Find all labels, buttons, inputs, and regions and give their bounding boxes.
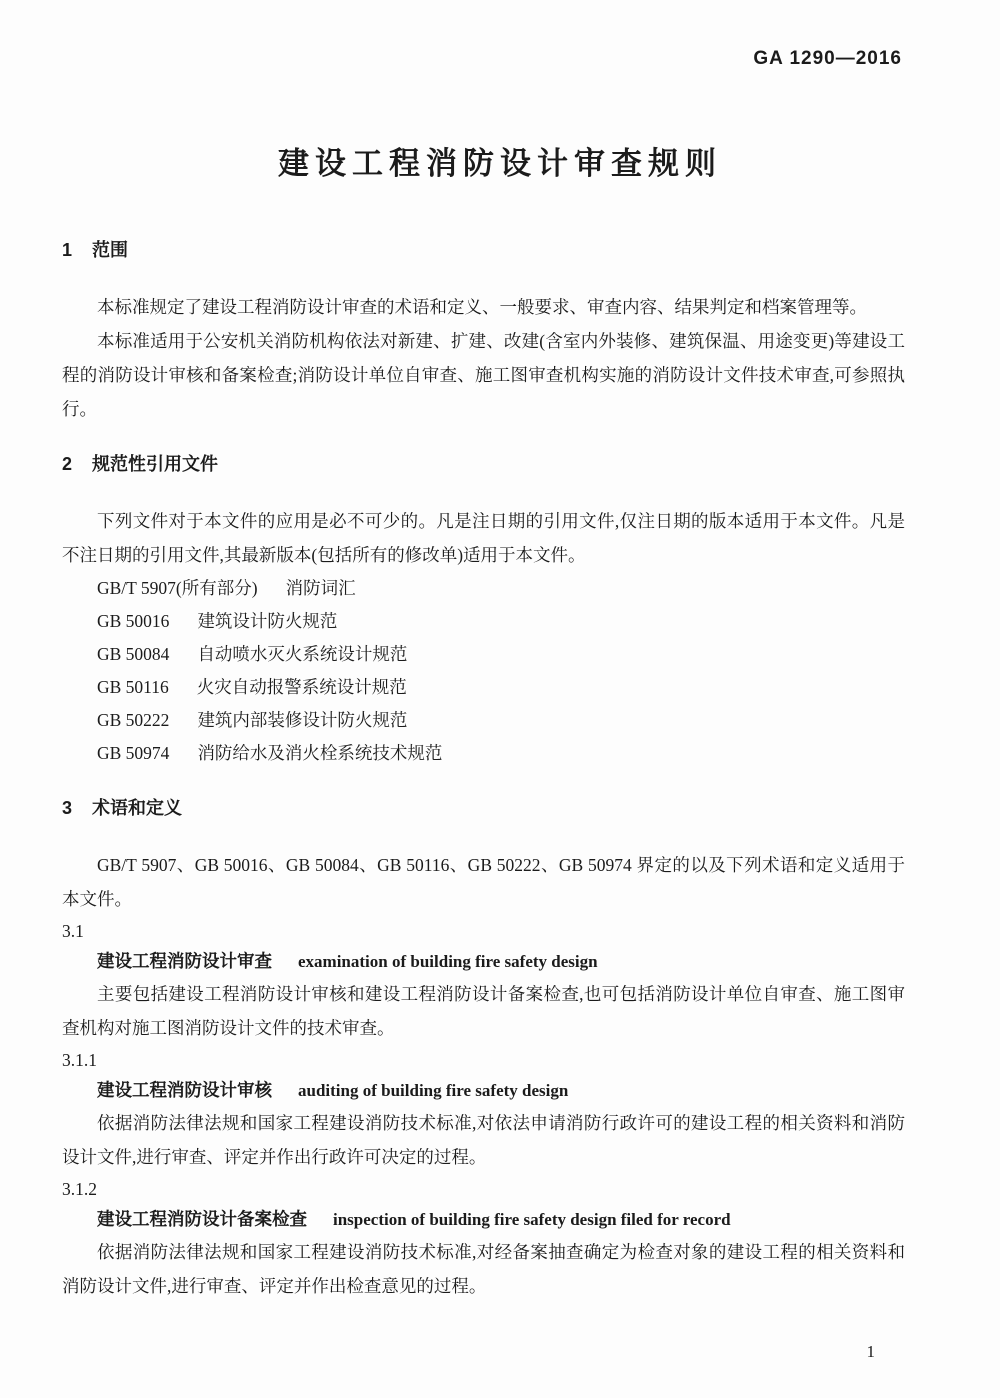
section-1-heading	[62, 238, 905, 262]
page-number: 1	[866, 1342, 875, 1361]
term-zh: 建设工程消防设计审核	[97, 1080, 272, 1100]
reference-name: 火灾自动报警系统设计规范	[196, 677, 407, 697]
reference-name: 自动喷水灭火系统设计规范	[197, 644, 408, 664]
document-body	[62, 238, 905, 1303]
section-2-heading	[62, 452, 905, 476]
section-1-number: 1	[62, 240, 73, 260]
section-2-title: 规范性引用文件	[92, 454, 219, 474]
reference-item	[62, 605, 905, 638]
reference-code: GB/T 5907(所有部分)	[97, 578, 258, 598]
term-heading-3-1-2	[62, 1204, 905, 1235]
reference-code: GB 50222	[97, 710, 170, 730]
reference-item	[62, 638, 905, 671]
term-definition-3-1: 主要包括建设工程消防设计审核和建设工程消防设计备案检查,也可包括消防设计单位自审查、施工图审查机构对施工图消防设计文件的技术审查。	[62, 984, 905, 1038]
reference-name: 消防词汇	[285, 578, 356, 598]
section-1-paragraph-2: 本标准适用于公安机关消防机构依法对新建、扩建、改建(含室内外装修、建筑保温、用途变更)等建设工程的消防设计审核和备案检查;消防设计单位自审查、施工图审查机构实施的消防设计文件技术审查,可参照执行。	[62, 331, 905, 419]
reference-item	[62, 704, 905, 737]
section-3-intro: GB/T 5907、GB 50016、GB 50084、GB 50116、GB 50222、GB 50974 界定的以及下列术语和定义适用于本文件。	[62, 855, 905, 909]
term-zh: 建设工程消防设计审查	[97, 951, 272, 971]
standard-code: GA 1290—2016	[753, 48, 902, 69]
term-heading-3-1	[62, 946, 905, 977]
reference-code: GB 50116	[97, 677, 169, 697]
reference-code: GB 50974	[97, 743, 170, 763]
reference-name: 建筑内部装修设计防火规范	[197, 710, 408, 730]
section-3-number: 3	[62, 798, 73, 818]
document-title: 建设工程消防设计审查规则	[278, 146, 722, 181]
reference-name: 消防给水及消火栓系统技术规范	[197, 743, 443, 763]
reference-code: GB 50084	[97, 644, 170, 664]
reference-item	[62, 737, 905, 770]
term-heading-3-1-1	[62, 1075, 905, 1106]
section-1-paragraph-1: 本标准规定了建设工程消防设计审查的术语和定义、一般要求、审查内容、结果判定和档案管理等。	[97, 297, 867, 317]
reference-code: GB 50016	[97, 611, 170, 631]
reference-name: 建筑设计防火规范	[197, 611, 338, 631]
clause-label-3-1-2: 3.1.2	[62, 1179, 97, 1199]
term-en: inspection of building fire safety design filed for record	[333, 1210, 731, 1229]
reference-item	[62, 572, 905, 605]
term-en: auditing of building fire safety design	[298, 1081, 569, 1100]
clause-label-3-1-1: 3.1.1	[62, 1050, 97, 1070]
section-2-number: 2	[62, 454, 73, 474]
section-1-title: 范围	[92, 240, 129, 260]
term-definition-3-1-2: 依据消防法律法规和国家工程建设消防技术标准,对经备案抽查确定为检查对象的建设工程的相关资料和消防设计文件,进行审查、评定并作出检查意见的过程。	[62, 1242, 905, 1296]
section-3-heading	[62, 796, 905, 820]
section-3-title: 术语和定义	[92, 798, 183, 818]
normative-reference-list	[62, 572, 905, 770]
section-2-intro: 下列文件对于本文件的应用是必不可少的。凡是注日期的引用文件,仅注日期的版本适用于本文件。凡是不注日期的引用文件,其最新版本(包括所有的修改单)适用于本文件。	[62, 511, 905, 565]
reference-item	[62, 671, 905, 704]
clause-label-3-1: 3.1	[62, 921, 84, 941]
term-zh: 建设工程消防设计备案检查	[97, 1209, 307, 1229]
term-en: examination of building fire safety design	[298, 952, 598, 971]
term-definition-3-1-1: 依据消防法律法规和国家工程建设消防技术标准,对依法申请消防行政许可的建设工程的相关资料和消防设计文件,进行审查、评定并作出行政许可决定的过程。	[62, 1113, 905, 1167]
